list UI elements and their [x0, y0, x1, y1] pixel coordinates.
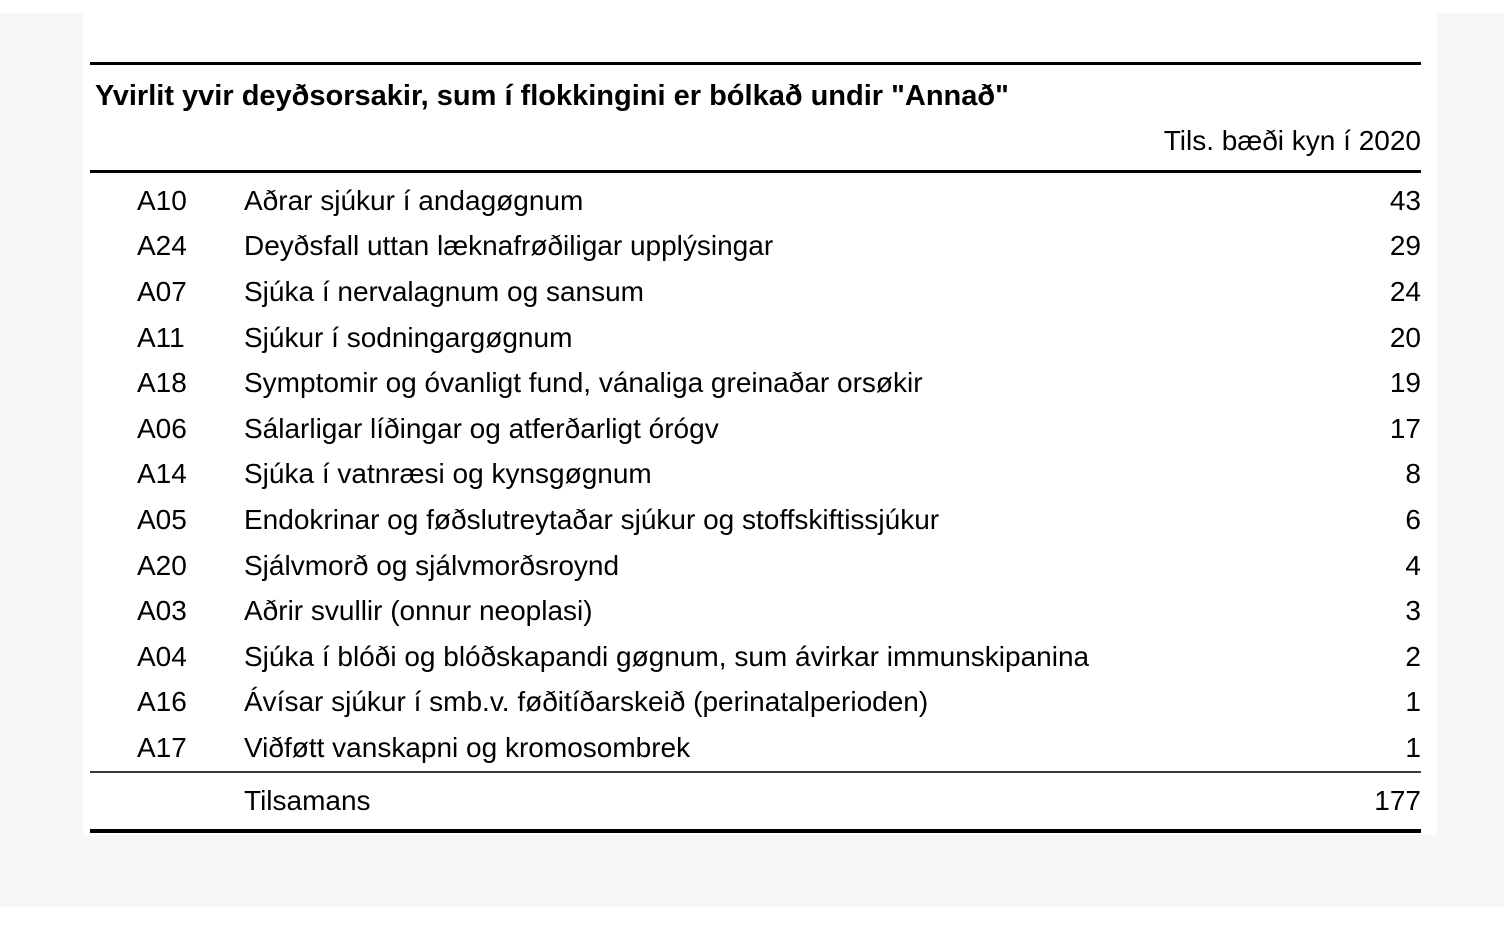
row-code: A04	[137, 640, 187, 672]
table-row	[90, 452, 1421, 498]
table-row	[90, 178, 1421, 224]
row-value: 19	[1389, 367, 1421, 399]
row-value: 2	[1405, 640, 1421, 672]
row-value: 20	[1389, 321, 1421, 353]
row-value: 24	[1389, 275, 1421, 307]
row-value: 17	[1389, 412, 1421, 444]
row-label: Aðrar sjúkur í andagøgnum	[244, 184, 584, 216]
total-value: 177	[1374, 784, 1421, 816]
row-label: Sálarligar líðingar og atferðarligt órógv	[244, 412, 719, 444]
table-row	[90, 634, 1421, 680]
row-value: 43	[1389, 184, 1421, 216]
row-value: 1	[1405, 686, 1421, 718]
row-code: A18	[137, 367, 187, 399]
row-value: 6	[1405, 503, 1421, 535]
row-label: Deyðsfall uttan læknafrøðiligar upplýsingar	[244, 230, 774, 262]
row-label: Endokrinar og føðslutreytaðar sjúkur og stoffskiftissjúkur	[244, 503, 940, 535]
table-row	[90, 360, 1421, 406]
row-label: Sjúka í nervalagnum og sansum	[244, 275, 644, 307]
row-value: 8	[1405, 458, 1421, 490]
row-label: Sjúka í blóði og blóðskapandi gøgnum, sum ávirkar immunskipanina	[244, 640, 1090, 672]
row-value: 3	[1405, 595, 1421, 627]
row-code: A20	[137, 549, 187, 581]
row-code: A16	[137, 686, 187, 718]
row-code: A11	[137, 321, 185, 353]
table-bottom-rule	[90, 829, 1421, 833]
row-label: Sjúka í vatnræsi og kynsgøgnum	[244, 458, 652, 490]
row-code: A05	[137, 503, 187, 535]
table-row	[90, 269, 1421, 315]
table-row	[90, 406, 1421, 452]
table-title: Yvirlit yvir deyðsorsakir, sum í flokkingini er bólkað undir "Annað"	[95, 80, 1009, 112]
row-value: 1	[1405, 731, 1421, 763]
total-row	[90, 773, 1421, 829]
table-top-rule	[90, 62, 1421, 65]
row-label: Ávísar sjúkur í smb.v. føðitíðarskeið (perinatalperioden)	[244, 686, 929, 718]
table-row	[90, 224, 1421, 270]
row-value: 4	[1405, 549, 1421, 581]
table-row	[90, 315, 1421, 361]
row-label: Aðrir svullir (onnur neoplasi)	[244, 595, 593, 627]
table-body	[83, 173, 1437, 771]
row-code: A06	[137, 412, 187, 444]
death-causes-table-card	[83, 13, 1437, 835]
row-code: A14	[137, 458, 187, 490]
value-column-header: Tils. bæði kyn í 2020	[1163, 125, 1421, 156]
row-code: A17	[137, 731, 187, 763]
total-label: Tilsamans	[244, 784, 371, 816]
row-label: Viðføtt vanskapni og kromosombrek	[244, 731, 691, 763]
row-code: A10	[137, 184, 187, 216]
row-value: 29	[1389, 230, 1421, 262]
table-row	[90, 588, 1421, 634]
row-label: Symptomir og óvanligt fund, vánaliga greinaðar orsøkir	[244, 367, 923, 399]
table-row	[90, 725, 1421, 771]
table-row	[90, 497, 1421, 543]
row-code: A07	[137, 275, 187, 307]
row-label: Sjúkur í sodningargøgnum	[244, 321, 573, 353]
row-code: A24	[137, 230, 187, 262]
row-label: Sjálvmorð og sjálvmorðsroynd	[244, 549, 620, 581]
row-code: A03	[137, 595, 187, 627]
table-row	[90, 543, 1421, 589]
table-row	[90, 680, 1421, 726]
